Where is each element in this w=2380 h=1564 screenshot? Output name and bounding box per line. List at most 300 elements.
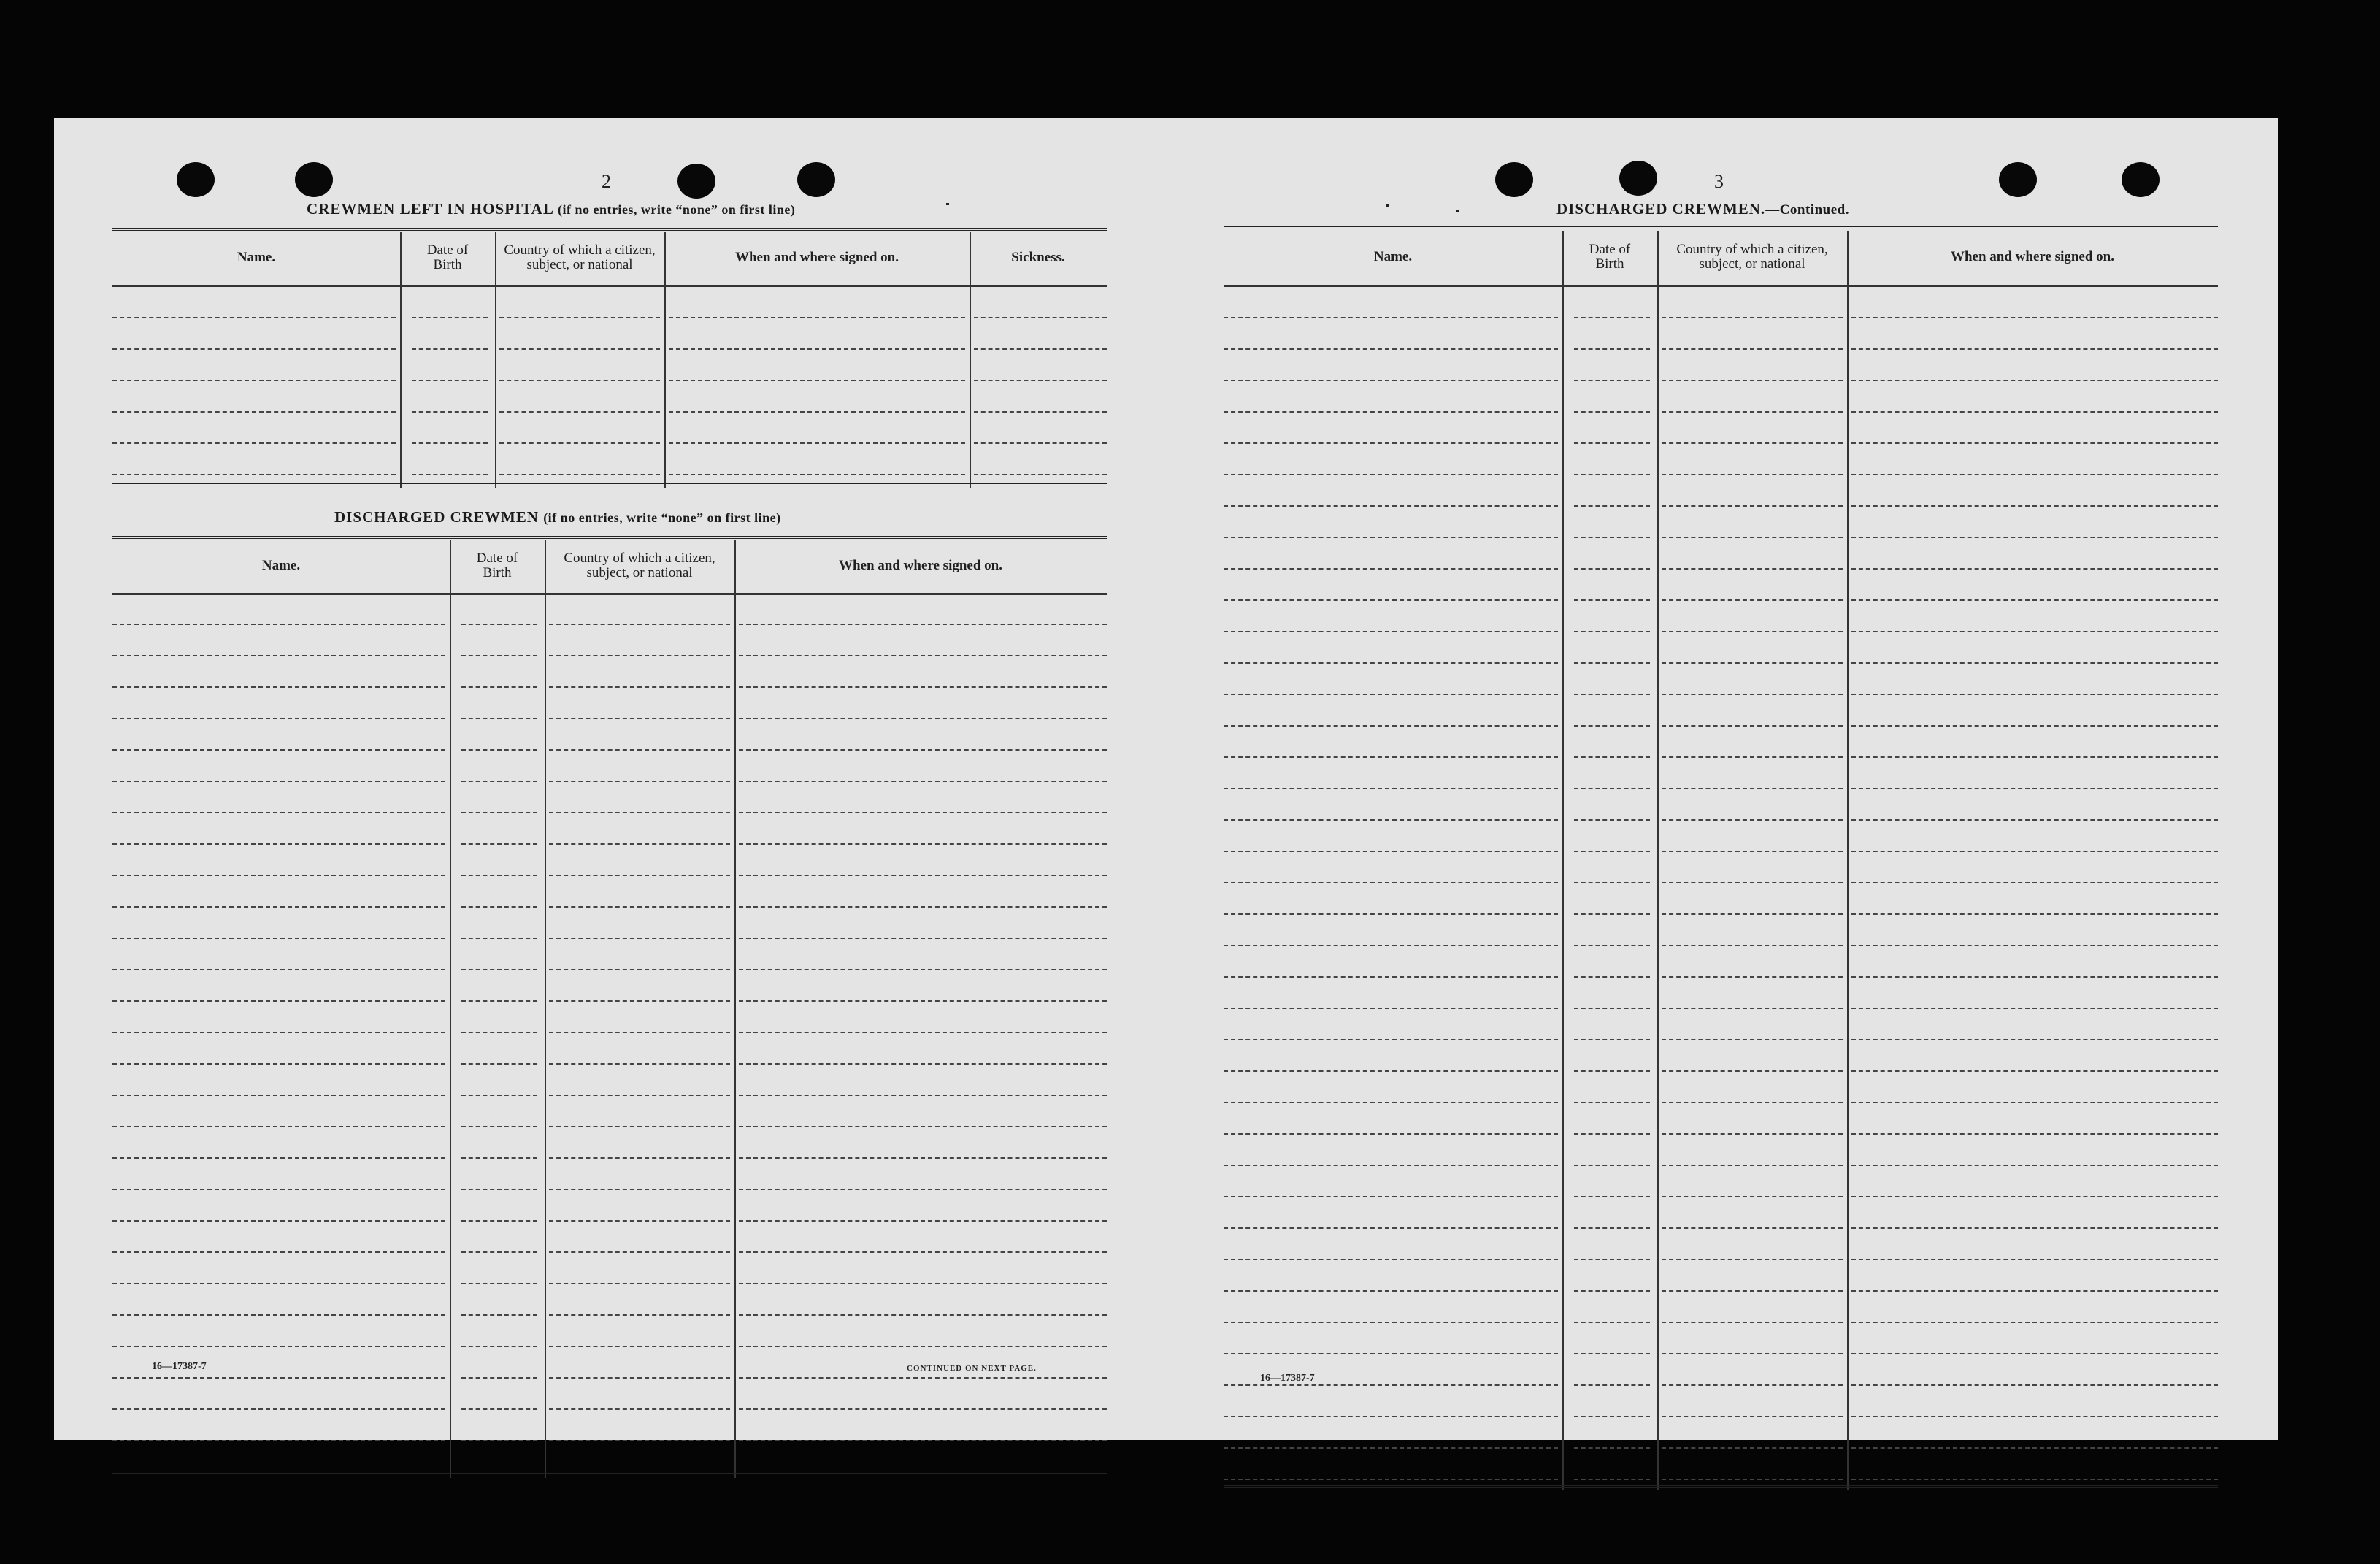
- ruled-line: [1574, 1196, 1650, 1197]
- column-header-name: Name.: [237, 250, 276, 265]
- ruled-line: [1662, 756, 1843, 758]
- ruled-line: [1224, 631, 1558, 632]
- ruled-line: [1224, 851, 1558, 852]
- ruled-line: [1224, 1008, 1558, 1009]
- ruled-line: [112, 1189, 445, 1190]
- ruled-line: [1574, 913, 1650, 915]
- column-header-signed-on: When and where signed on.: [1950, 249, 2114, 264]
- ruled-line: [1574, 474, 1650, 475]
- ruled-line: [1851, 725, 2218, 727]
- ruled-line: [1574, 882, 1650, 883]
- ruled-line: [112, 380, 396, 381]
- ruled-line: [739, 655, 1107, 656]
- ruled-line: [112, 969, 445, 970]
- ruled-line: [1574, 1384, 1650, 1386]
- ruled-line: [1574, 1070, 1650, 1072]
- ruled-line: [1224, 756, 1558, 758]
- ruled-line: [1224, 882, 1558, 883]
- ruled-line: [1224, 1479, 1558, 1480]
- ruled-line: [1851, 537, 2218, 538]
- ruled-line: [739, 938, 1107, 939]
- ruled-line: [112, 781, 445, 782]
- ruled-line: [461, 624, 537, 625]
- column-header-country: Country of which a citizen, subject, or national: [564, 551, 715, 580]
- ruled-line: [739, 1314, 1107, 1316]
- ruled-line: [1574, 662, 1650, 664]
- ruled-line: [1574, 599, 1650, 601]
- punch-hole-icon: [1495, 162, 1533, 197]
- ruled-line: [112, 442, 396, 444]
- ruled-line: [1574, 317, 1650, 318]
- discharged-section-title: [334, 508, 781, 526]
- ruled-line: [669, 380, 965, 381]
- table-bottom-rule: [112, 1473, 1107, 1476]
- ruled-line: [1662, 1102, 1843, 1103]
- ruled-line: [1851, 945, 2218, 946]
- ruled-line: [1574, 631, 1650, 632]
- page-number-right: 3: [1714, 171, 1724, 192]
- ruled-line: [1224, 1322, 1558, 1323]
- ruled-line: [1662, 662, 1843, 664]
- ruled-line: [1224, 537, 1558, 538]
- ruled-line: [739, 875, 1107, 876]
- right-title-text: DISCHARGED CREWMEN.: [1556, 200, 1766, 218]
- column-header-country: Country of which a citizen, subject, or national: [1676, 242, 1828, 272]
- ruled-line: [461, 906, 537, 908]
- ruled-line: [1662, 1227, 1843, 1229]
- ruled-line: [1851, 1259, 2218, 1260]
- ruled-line: [549, 1032, 730, 1033]
- table-top-rule: [112, 536, 1107, 539]
- ruled-line: [1224, 945, 1558, 946]
- ruled-line: [1662, 1196, 1843, 1197]
- ruled-line: [1662, 1416, 1843, 1417]
- ruled-line: [549, 1283, 730, 1284]
- ruled-line: [1851, 1070, 2218, 1072]
- ruled-line: [1224, 913, 1558, 915]
- ruled-line: [112, 1251, 445, 1253]
- ruled-line: [112, 1032, 445, 1033]
- ruled-line: [974, 442, 1107, 444]
- ruled-line: [1662, 913, 1843, 915]
- ruled-line: [461, 1314, 537, 1316]
- ruled-line: [112, 718, 445, 719]
- ruled-line: [974, 317, 1107, 318]
- column-divider: [1847, 231, 1849, 1490]
- ruled-line: [112, 906, 445, 908]
- column-header-date-of-birth: Date of Birth: [426, 242, 469, 272]
- ruled-line: [1851, 1196, 2218, 1197]
- ruled-line: [1574, 1133, 1650, 1135]
- ruled-line: [1851, 913, 2218, 915]
- ruled-line: [1851, 1416, 2218, 1417]
- ruled-line: [112, 624, 445, 625]
- ruled-line: [739, 843, 1107, 845]
- ruled-line: [739, 1126, 1107, 1127]
- ruled-line: [1574, 1039, 1650, 1040]
- print-speck: [1386, 204, 1389, 207]
- ruled-line: [739, 1283, 1107, 1284]
- punch-hole-icon: [797, 162, 835, 197]
- ruled-line: [1851, 380, 2218, 381]
- ruled-line: [1851, 317, 2218, 318]
- discharged-title-note: (if no entries, write “none” on first line): [543, 510, 781, 525]
- ruled-line: [1224, 1259, 1558, 1260]
- ruled-line: [1224, 788, 1558, 789]
- ruled-line: [549, 812, 730, 813]
- column-divider: [1562, 231, 1564, 1490]
- ruled-line: [1851, 1447, 2218, 1449]
- punch-hole-icon: [677, 164, 715, 199]
- ruled-line: [739, 624, 1107, 625]
- ruled-line: [112, 1157, 445, 1159]
- ruled-line: [461, 969, 537, 970]
- ruled-line: [461, 686, 537, 688]
- ruled-line: [739, 1440, 1107, 1441]
- ruled-line: [1224, 411, 1558, 413]
- punch-hole-icon: [2122, 162, 2160, 197]
- ruled-line: [549, 1220, 730, 1222]
- ruled-line: [1851, 1479, 2218, 1480]
- ruled-line: [499, 348, 660, 350]
- ruled-line: [549, 1000, 730, 1002]
- ruled-line: [461, 1220, 537, 1222]
- punch-hole-icon: [1999, 162, 2037, 197]
- ruled-line: [1662, 537, 1843, 538]
- table-top-rule: [1224, 226, 2218, 229]
- ruled-line: [1662, 1039, 1843, 1040]
- ruled-line: [1662, 411, 1843, 413]
- ruled-line: [1851, 1102, 2218, 1103]
- ruled-line: [1662, 631, 1843, 632]
- ruled-line: [1224, 1039, 1558, 1040]
- ruled-line: [1662, 1133, 1843, 1135]
- column-header-sickness: Sickness.: [1011, 250, 1065, 265]
- ruled-line: [1574, 945, 1650, 946]
- column-header-signed-on: When and where signed on.: [734, 250, 899, 265]
- ruled-line: [1851, 976, 2218, 978]
- ruled-line: [974, 348, 1107, 350]
- ruled-line: [739, 686, 1107, 688]
- ruled-line: [739, 1063, 1107, 1065]
- ruled-line: [1574, 1322, 1650, 1323]
- ruled-line: [549, 1377, 730, 1379]
- ruled-line: [112, 812, 445, 813]
- ruled-line: [1224, 1290, 1558, 1292]
- ruled-line: [1851, 1039, 2218, 1040]
- ruled-line: [739, 1408, 1107, 1410]
- ruled-line: [739, 1095, 1107, 1096]
- ruled-line: [739, 781, 1107, 782]
- ruled-line: [112, 1440, 445, 1441]
- ruled-line: [1851, 442, 2218, 444]
- ruled-line: [1574, 788, 1650, 789]
- ruled-line: [549, 1126, 730, 1127]
- ruled-line: [1662, 442, 1843, 444]
- ruled-line: [1224, 1165, 1558, 1166]
- ruled-line: [1224, 662, 1558, 664]
- ruled-line: [1574, 537, 1650, 538]
- ruled-line: [1662, 317, 1843, 318]
- ruled-line: [1851, 662, 2218, 664]
- ruled-line: [1224, 819, 1558, 821]
- ruled-line: [112, 1000, 445, 1002]
- ruled-line: [549, 624, 730, 625]
- ruled-line: [1574, 1165, 1650, 1166]
- hospital-section-title: [307, 200, 795, 218]
- ruled-line: [974, 474, 1107, 475]
- ruled-line: [499, 442, 660, 444]
- ruled-line: [112, 411, 396, 413]
- ruled-line: [412, 411, 488, 413]
- continued-note: CONTINUED ON NEXT PAGE.: [907, 1364, 1037, 1373]
- ruled-line: [549, 781, 730, 782]
- ruled-line: [549, 969, 730, 970]
- punch-hole-icon: [1619, 161, 1657, 196]
- ruled-line: [739, 1346, 1107, 1347]
- ruled-line: [1224, 380, 1558, 381]
- ruled-line: [461, 1095, 537, 1096]
- ruled-line: [549, 1346, 730, 1347]
- right-title-suffix: —Continued.: [1765, 202, 1849, 218]
- ruled-line: [1851, 851, 2218, 852]
- ruled-line: [461, 655, 537, 656]
- ruled-line: [499, 380, 660, 381]
- ruled-line: [1224, 725, 1558, 727]
- ruled-line: [1662, 882, 1843, 883]
- ruled-line: [1574, 568, 1650, 570]
- ruled-line: [1224, 348, 1558, 350]
- form-sheet: [54, 118, 2278, 1440]
- ruled-line: [739, 1220, 1107, 1222]
- ruled-line: [412, 317, 488, 318]
- ruled-line: [499, 317, 660, 318]
- ruled-line: [1851, 788, 2218, 789]
- ruled-line: [739, 1251, 1107, 1253]
- ruled-line: [412, 474, 488, 475]
- ruled-line: [549, 1440, 730, 1441]
- ruled-line: [669, 474, 965, 475]
- ruled-line: [1224, 1353, 1558, 1354]
- discharged-title-text: DISCHARGED CREWMEN: [334, 508, 539, 526]
- ruled-line: [1224, 599, 1558, 601]
- ruled-line: [461, 843, 537, 845]
- ruled-line: [1851, 505, 2218, 507]
- ruled-line: [1851, 1227, 2218, 1229]
- ruled-line: [974, 411, 1107, 413]
- ruled-line: [1662, 819, 1843, 821]
- ruled-line: [1574, 819, 1650, 821]
- ruled-line: [461, 1408, 537, 1410]
- ruled-line: [1574, 1259, 1650, 1260]
- hospital-table: [112, 228, 1107, 488]
- ruled-line: [461, 812, 537, 813]
- ruled-line: [1224, 694, 1558, 695]
- ruled-line: [739, 1157, 1107, 1159]
- column-divider: [1657, 231, 1659, 1490]
- ruled-line: [412, 442, 488, 444]
- ruled-line: [1662, 788, 1843, 789]
- ruled-line: [461, 1440, 537, 1441]
- ruled-line: [1851, 1384, 2218, 1386]
- hospital-title-note: (if no entries, write “none” on first line): [557, 202, 796, 217]
- ruled-line: [1574, 1416, 1650, 1417]
- ruled-line: [549, 1251, 730, 1253]
- ruled-line: [1574, 411, 1650, 413]
- ruled-line: [669, 317, 965, 318]
- ruled-line: [1224, 568, 1558, 570]
- ruled-line: [1662, 945, 1843, 946]
- ruled-line: [974, 380, 1107, 381]
- ruled-line: [1851, 411, 2218, 413]
- ruled-line: [549, 1157, 730, 1159]
- ruled-line: [549, 1189, 730, 1190]
- ruled-line: [669, 442, 965, 444]
- ruled-line: [1662, 694, 1843, 695]
- ruled-line: [1851, 599, 2218, 601]
- ruled-line: [739, 1032, 1107, 1033]
- ruled-line: [1662, 851, 1843, 852]
- ruled-line: [1662, 1070, 1843, 1072]
- ruled-line: [1662, 1447, 1843, 1449]
- ruled-line: [1224, 317, 1558, 318]
- ruled-line: [461, 1251, 537, 1253]
- ruled-line: [1851, 568, 2218, 570]
- ruled-line: [112, 1126, 445, 1127]
- right-section-title: [1556, 200, 1849, 218]
- ruled-line: [1851, 882, 2218, 883]
- ruled-line: [1224, 1227, 1558, 1229]
- ruled-line: [739, 749, 1107, 751]
- table-bottom-rule: [1224, 1485, 2218, 1488]
- ruled-line: [1662, 1165, 1843, 1166]
- ruled-line: [1851, 631, 2218, 632]
- table-header-rule: [1224, 285, 2218, 287]
- column-header-country: Country of which a citizen, subject, or national: [504, 242, 656, 272]
- ruled-line: [112, 1314, 445, 1316]
- form-number-right: 16—17387-7: [1260, 1373, 1315, 1384]
- ruled-line: [1662, 1290, 1843, 1292]
- ruled-line: [461, 1063, 537, 1065]
- ruled-line: [1662, 599, 1843, 601]
- ruled-line: [1224, 1447, 1558, 1449]
- ruled-line: [1662, 1008, 1843, 1009]
- ruled-line: [549, 655, 730, 656]
- ruled-line: [1574, 1353, 1650, 1354]
- ruled-line: [549, 843, 730, 845]
- ruled-line: [1662, 1353, 1843, 1354]
- ruled-line: [1851, 1008, 2218, 1009]
- ruled-line: [1574, 1290, 1650, 1292]
- column-header-name: Name.: [261, 558, 301, 573]
- ruled-line: [1574, 1227, 1650, 1229]
- ruled-line: [461, 1032, 537, 1033]
- print-speck: [946, 203, 949, 205]
- ruled-line: [1574, 976, 1650, 978]
- ruled-line: [549, 875, 730, 876]
- ruled-line: [1574, 442, 1650, 444]
- ruled-line: [461, 749, 537, 751]
- ruled-line: [112, 1408, 445, 1410]
- ruled-line: [1851, 819, 2218, 821]
- ruled-line: [549, 1408, 730, 1410]
- print-speck: [1456, 210, 1459, 212]
- ruled-line: [549, 1314, 730, 1316]
- column-divider: [734, 540, 736, 1478]
- ruled-line: [1662, 1259, 1843, 1260]
- column-divider: [450, 540, 451, 1478]
- table-header-rule: [112, 593, 1107, 595]
- ruled-line: [1224, 1133, 1558, 1135]
- ruled-line: [112, 1095, 445, 1096]
- punch-hole-icon: [177, 162, 215, 197]
- column-header-name: Name.: [1373, 249, 1413, 264]
- column-header-date-of-birth: Date of Birth: [476, 551, 518, 580]
- column-divider: [545, 540, 546, 1478]
- ruled-line: [1224, 1384, 1558, 1386]
- ruled-line: [549, 718, 730, 719]
- ruled-line: [1574, 1008, 1650, 1009]
- ruled-line: [1662, 474, 1843, 475]
- ruled-line: [1574, 725, 1650, 727]
- ruled-line: [1662, 348, 1843, 350]
- ruled-line: [739, 1189, 1107, 1190]
- ruled-line: [1662, 1322, 1843, 1323]
- ruled-line: [112, 843, 445, 845]
- ruled-line: [1224, 442, 1558, 444]
- column-header-signed-on: When and where signed on.: [838, 558, 1002, 573]
- ruled-line: [112, 938, 445, 939]
- ruled-line: [112, 749, 445, 751]
- ruled-line: [1224, 505, 1558, 507]
- ruled-line: [112, 1283, 445, 1284]
- hospital-title-text: CREWMEN LEFT IN HOSPITAL: [307, 200, 553, 218]
- ruled-line: [549, 1095, 730, 1096]
- ruled-line: [549, 906, 730, 908]
- ruled-line: [669, 348, 965, 350]
- table-bottom-rule: [112, 483, 1107, 486]
- ruled-line: [1662, 505, 1843, 507]
- ruled-line: [1574, 380, 1650, 381]
- discharged-table: [112, 536, 1107, 1478]
- ruled-line: [412, 380, 488, 381]
- ruled-line: [112, 1220, 445, 1222]
- ruled-line: [461, 1283, 537, 1284]
- ruled-line: [461, 718, 537, 719]
- ruled-line: [112, 1063, 445, 1065]
- ruled-line: [1574, 694, 1650, 695]
- ruled-line: [1574, 1102, 1650, 1103]
- ruled-line: [1851, 756, 2218, 758]
- ruled-line: [549, 938, 730, 939]
- ruled-line: [549, 686, 730, 688]
- ruled-line: [461, 1346, 537, 1347]
- ruled-line: [1224, 976, 1558, 978]
- ruled-line: [1662, 1479, 1843, 1480]
- ruled-line: [1574, 1479, 1650, 1480]
- form-number-left: 16—17387-7: [152, 1361, 207, 1372]
- ruled-line: [1224, 474, 1558, 475]
- ruled-line: [1574, 505, 1650, 507]
- ruled-line: [739, 1377, 1107, 1379]
- ruled-line: [112, 686, 445, 688]
- ruled-line: [461, 781, 537, 782]
- ruled-line: [461, 1126, 537, 1127]
- ruled-line: [549, 1063, 730, 1065]
- ruled-line: [1851, 1353, 2218, 1354]
- ruled-line: [499, 411, 660, 413]
- ruled-line: [1851, 1322, 2218, 1323]
